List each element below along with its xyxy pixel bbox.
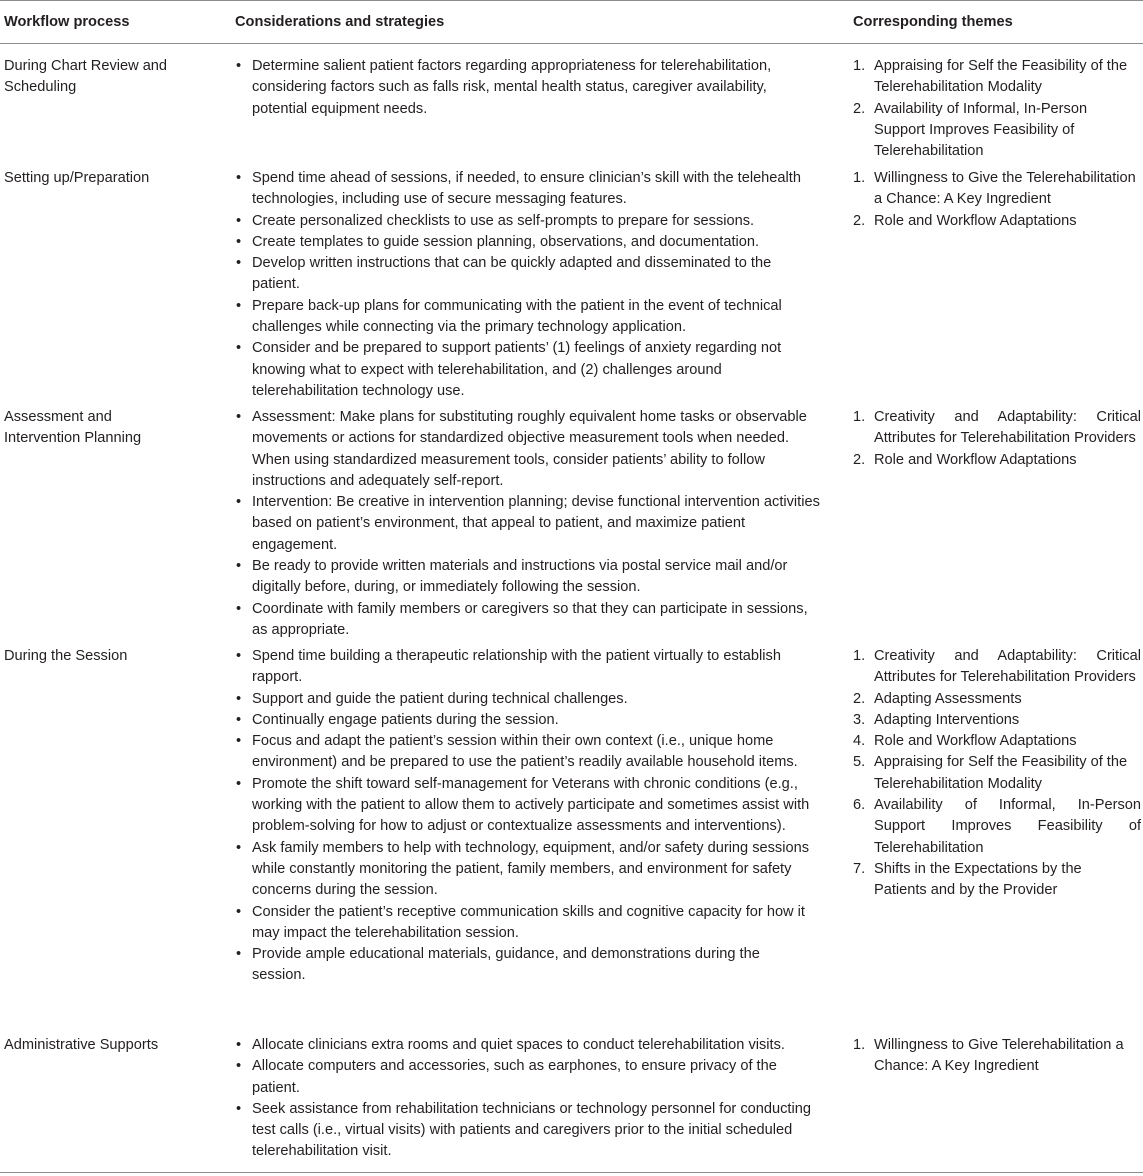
list-number: 1. [853,58,866,74]
list-item: • Create templates to guide session planning, observations, and documentation. [235,232,820,253]
theme-text: Availability of Informal, In-Person Support Improves Feasibility of Telerehabilitation [874,100,1088,160]
list-number: 5. [853,754,866,771]
table-bottom-rule [0,1172,1143,1173]
list-item: • Consider the patient’s receptive communication skills and cognitive capacity for how it may impact the telerehabilitation session. [235,902,820,945]
list-number: 2. [853,212,866,229]
list-item [853,211,1141,232]
list-number: 6. [853,797,866,814]
list-item [853,99,1141,163]
list-item: • Support and guide the patient during technical challenges. [235,689,820,710]
list-item: • Intervention: Be creative in intervention planning; devise functional intervention activities based on patient’s environment, that appeal to patient, and maximize patient engagement. [235,492,820,556]
list-item: • Assessment: Make plans for substituting roughly equivalent home tasks or observable movements or actions for standardized objective measurement tools when needed. When using standardized measurement tools, consider patients’ ability to follow instructions and adequately self-report. [235,407,820,492]
list-item: • Develop written instructions that can be quickly adapted and disseminated to the patient. [235,253,820,296]
list-number: 2. [853,100,866,117]
list-number: 1. [853,1037,866,1053]
list-item: • Ask family members to help with technology, equipment, and/or safety during sessions while constantly monitoring the patient, family members, and environment for safety concerns during the session. [235,838,820,902]
theme-text: Role and Workflow Adaptations [874,733,1077,750]
list-number: 2. [853,690,866,707]
theme-text: Creativity and Adaptability: Critical Attributes for Telerehabilitation Providers [874,409,1141,447]
strategies-list [235,56,820,120]
themes-list [853,56,1141,162]
list-item: • Seek assistance from rehabilitation technicians or technology personnel for conducting test calls (i.e., virtual visits) with patients and caregivers prior to the initial scheduled telerehabilitation visit. [235,1099,820,1163]
workflow-process-cell: Assessment and Intervention Planning [4,409,142,447]
theme-text: Creativity and Adaptability: Critical Attributes for Telerehabilitation Providers [874,648,1141,686]
list-item: • Spend time building a therapeutic relationship with the patient virtually to establish rapport. [235,646,820,689]
themes-list [853,646,1141,902]
list-item [853,752,1141,795]
theme-text: Adapting Assessments [874,690,1022,707]
list-item [853,646,1141,689]
strategies-list [235,646,820,987]
list-number: 4. [853,733,866,750]
theme-text: Appraising for Self the Feasibility of the Telerehabilitation Modality [874,58,1128,96]
workflow-process-cell: During Chart Review and Scheduling [4,58,168,96]
header-themes: Corresponding themes [853,14,1013,30]
list-item [853,450,1141,471]
theme-text: Willingness to Give the Telerehabilitation a Chance: A Key Ingredient [874,170,1136,208]
workflow-process-cell: Setting up/Preparation [4,170,150,186]
list-item [853,731,1141,752]
workflow-process-cell: During the Session [4,648,128,664]
list-item [853,407,1141,450]
list-item [853,168,1141,211]
list-item: • Prepare back-up plans for communicating with the patient in the event of technical challenges while connecting via the primary technology application. [235,296,820,339]
header-considerations: Considerations and strategies [235,14,445,30]
strategies-list [235,168,820,402]
list-item: • Determine salient patient factors regarding appropriateness for telerehabilitation, considering factors such as falls risk, mental health status, caregiver availability, potential equipment needs. [235,56,820,120]
list-item [853,1035,1141,1078]
list-item: • Spend time ahead of sessions, if needed, to ensure clinician’s skill with the telehealth technologies, including use of secure messaging features. [235,168,820,211]
list-item: • Create personalized checklists to use as self-prompts to prepare for sessions. [235,211,820,232]
list-item [853,795,1141,859]
theme-text: Appraising for Self the Feasibility of the Telerehabilitation Modality [874,754,1128,792]
list-item [853,710,1141,731]
list-number: 1. [853,409,866,425]
strategies-list [235,407,820,641]
list-number: 1. [853,648,866,664]
list-item [853,56,1141,99]
list-item: • Allocate computers and accessories, such as earphones, to ensure privacy of the patient. [235,1056,820,1099]
theme-text: Role and Workflow Adaptations [874,212,1077,229]
list-item: • Promote the shift toward self-management for Veterans with chronic conditions (e.g., working with the patient to allow them to actively participate and sometimes assist with problem-solving for how to adjust or contextualize assessments and interventions). [235,774,820,838]
header-workflow-process: Workflow process [4,14,130,30]
themes-list [853,1035,1141,1078]
themes-list [853,168,1141,232]
list-number: 7. [853,860,866,877]
theme-text: Adapting Interventions [874,711,1020,728]
list-item: • Consider and be prepared to support patients’ (1) feelings of anxiety regarding not knowing what to expect with telerehabilitation, and (2) challenges around telerehabilitation technology use. [235,338,820,402]
table-top-rule [0,0,1143,1]
theme-text: Role and Workflow Adaptations [874,451,1077,468]
workflow-process-cell: Administrative Supports [4,1037,159,1053]
list-item: • Coordinate with family members or caregivers so that they can participate in sessions, as appropriate. [235,599,820,642]
list-number: 1. [853,170,866,186]
list-number: 3. [853,711,866,728]
list-item: • Focus and adapt the patient’s session within their own context (i.e., unique home environment) and be prepared to use the patient’s readily available household items. [235,731,820,774]
table-header-rule [0,43,1143,44]
list-item: • Allocate clinicians extra rooms and quiet spaces to conduct telerehabilitation visits. [235,1035,820,1056]
list-item: • Provide ample educational materials, guidance, and demonstrations during the session. [235,944,820,987]
list-number: 2. [853,451,866,468]
themes-list [853,407,1141,471]
strategies-list [235,1035,820,1163]
list-item: • Continually engage patients during the session. [235,710,820,731]
list-item [853,689,1141,710]
list-item: • Be ready to provide written materials and instructions via postal service mail and/or digitally before, during, or immediately following the session. [235,556,820,599]
theme-text: Willingness to Give Telerehabilitation a Chance: A Key Ingredient [874,1037,1124,1075]
theme-text: Shifts in the Expectations by the Patients and by the Provider [874,860,1082,899]
theme-text: Availability of Informal, In-Person Support Improves Feasibility of Telerehabilitation [874,797,1141,856]
list-item [853,859,1141,902]
